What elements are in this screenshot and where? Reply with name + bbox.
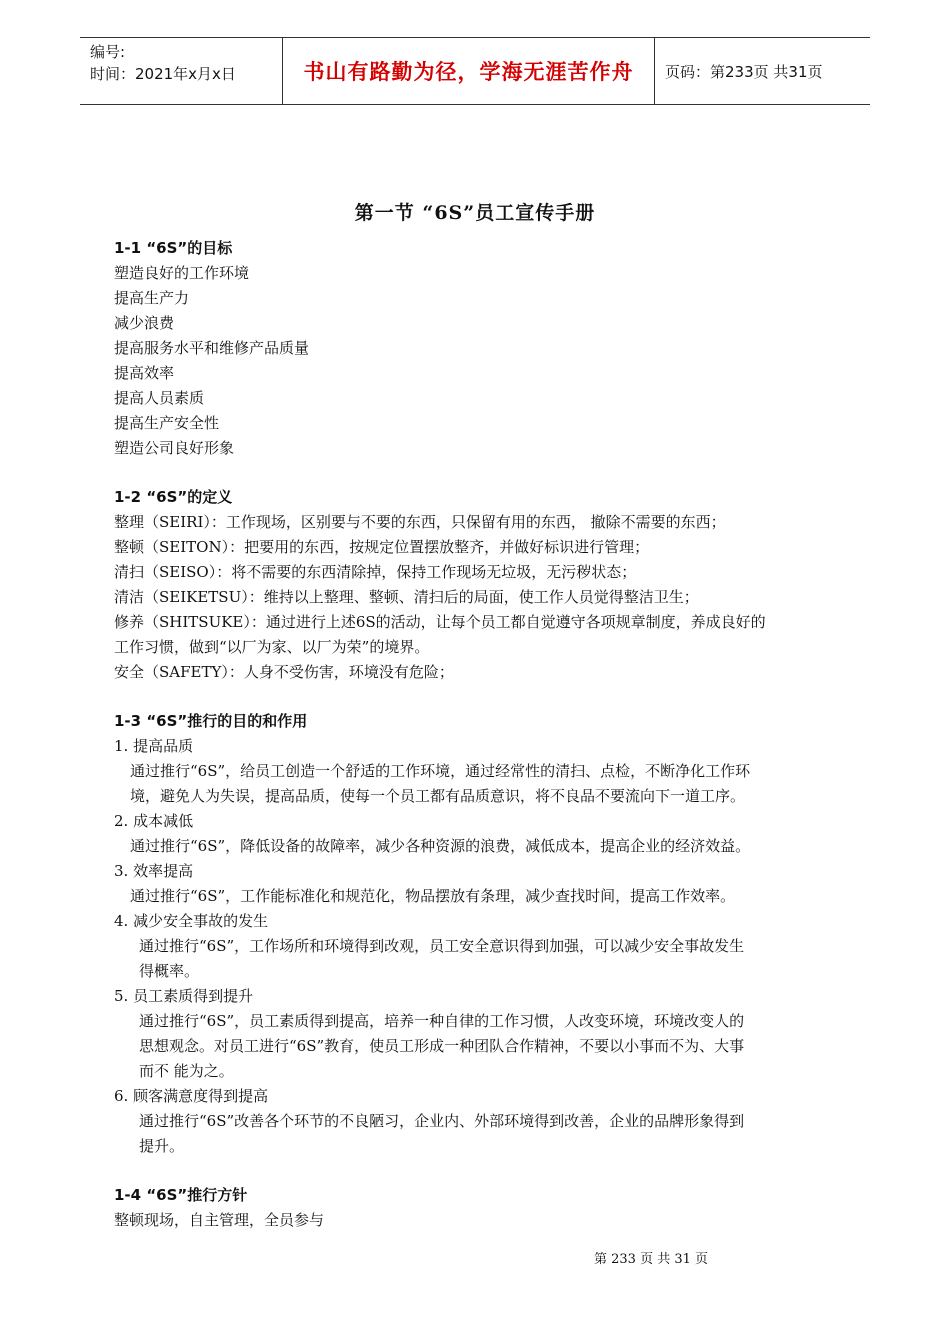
list-item: 提高生产力: [114, 289, 190, 307]
list-item: 整顿现场，自主管理，全员参与: [114, 1211, 325, 1229]
numbered-item-body: 通过推行“6S”，工作场所和环境得到改观，员工安全意识得到加强，可以减少安全事故发生: [139, 937, 745, 955]
definition-line: 清洁（SEIKETSU）：维持以上整理、整顿、清扫后的局面，使工作人员觉得整洁卫生；: [114, 588, 699, 606]
document-code-label: 编号:: [90, 43, 126, 61]
numbered-item-body: 境，避免人为失误，提高品质，使每一个员工都有品质意识，将不良品不要流向下一道工序。: [130, 787, 746, 805]
list-item: 提高人员素质: [114, 389, 205, 407]
definition-line: 清扫（SEISO）：将不需要的东西清除掉，保持工作现场无垃圾，无污秽状态；: [114, 563, 637, 581]
definition-line: 整理（SEIRI）：工作现场，区别要与不要的东西，只保留有用的东西， 撤除不需要的东西；: [114, 513, 726, 531]
numbered-item-body: 而不 能为之。: [139, 1062, 234, 1080]
numbered-item-body: 通过推行“6S”，给员工创造一个舒适的工作环境，通过经常性的清扫、点检，不断净化工作环: [130, 762, 751, 780]
numbered-item-title: 5. 员工素质得到提升: [114, 987, 254, 1005]
definition-line: 整顿（SEITON）：把要用的东西，按规定位置摆放整齐，并做好标识进行管理；: [114, 538, 650, 556]
numbered-item-body: 得概率。: [139, 962, 200, 980]
numbered-item-title: 1. 提高品质: [114, 737, 194, 755]
section-heading: 1-3 “6S”推行的目的和作用: [114, 712, 308, 730]
page-footer: 第 233 页 共 31 页: [594, 1252, 709, 1267]
definition-line: 安全（SAFETY）：人身不受伤害，环境没有危险；: [114, 663, 454, 681]
numbered-item-title: 3. 效率提高: [114, 862, 194, 880]
numbered-item-body: 通过推行“6S”，降低设备的故障率，减少各种资源的浪费，减低成本，提高企业的经济效益。: [130, 837, 751, 855]
numbered-item-body: 思想观念。对员工进行“6S”教育，使员工形成一种团队合作精神，不要以小事而不为、大事: [139, 1037, 745, 1055]
definition-line: 工作习惯，做到“以厂为家、以厂为荣”的境界。: [114, 638, 430, 656]
numbered-item-body: 通过推行“6S”，员工素质得到提高，培养一种自律的工作习惯，人改变环境，环境改变人的: [139, 1012, 745, 1030]
numbered-item-body: 提升。: [139, 1137, 185, 1155]
page-header: [80, 37, 870, 105]
list-item: 提高生产安全性: [114, 414, 220, 432]
list-item: 提高服务水平和维修产品质量: [114, 339, 310, 357]
list-item: 塑造公司良好形象: [114, 439, 235, 457]
section-heading: 1-4 “6S”推行方针: [114, 1186, 248, 1204]
numbered-item-body: 通过推行“6S”，工作能标准化和规范化，物品摆放有条理，减少查找时间，提高工作效率。: [130, 887, 736, 905]
header-motto: 书山有路勤为径，学海无涯苦作舟: [282, 38, 655, 104]
document-title: 第一节 “6S”员工宣传手册: [354, 202, 596, 224]
numbered-item-title: 2. 成本减低: [114, 812, 194, 830]
header-meta: [80, 38, 282, 104]
list-item: 减少浪费: [114, 314, 175, 332]
list-item: 提高效率: [114, 364, 175, 382]
definition-line: 修养（SHITSUKE）：通过进行上述6S的活动，让每个员工都自觉遵守各项规章制度，养成良好的: [114, 613, 766, 631]
numbered-item-title: 6. 顾客满意度得到提高: [114, 1087, 269, 1105]
section-heading: 1-1 “6S”的目标: [114, 239, 233, 257]
section-heading: 1-2 “6S”的定义: [114, 488, 233, 506]
header-page-number: 页码：第233页 共31页: [665, 62, 823, 81]
numbered-item-body: 通过推行“6S”改善各个环节的不良陋习，企业内、外部环境得到改善，企业的品牌形象得到: [139, 1112, 745, 1130]
document-date: 时间：2021年x月x日: [90, 65, 236, 83]
numbered-item-title: 4. 减少安全事故的发生: [114, 912, 269, 930]
list-item: 塑造良好的工作环境: [114, 264, 250, 282]
